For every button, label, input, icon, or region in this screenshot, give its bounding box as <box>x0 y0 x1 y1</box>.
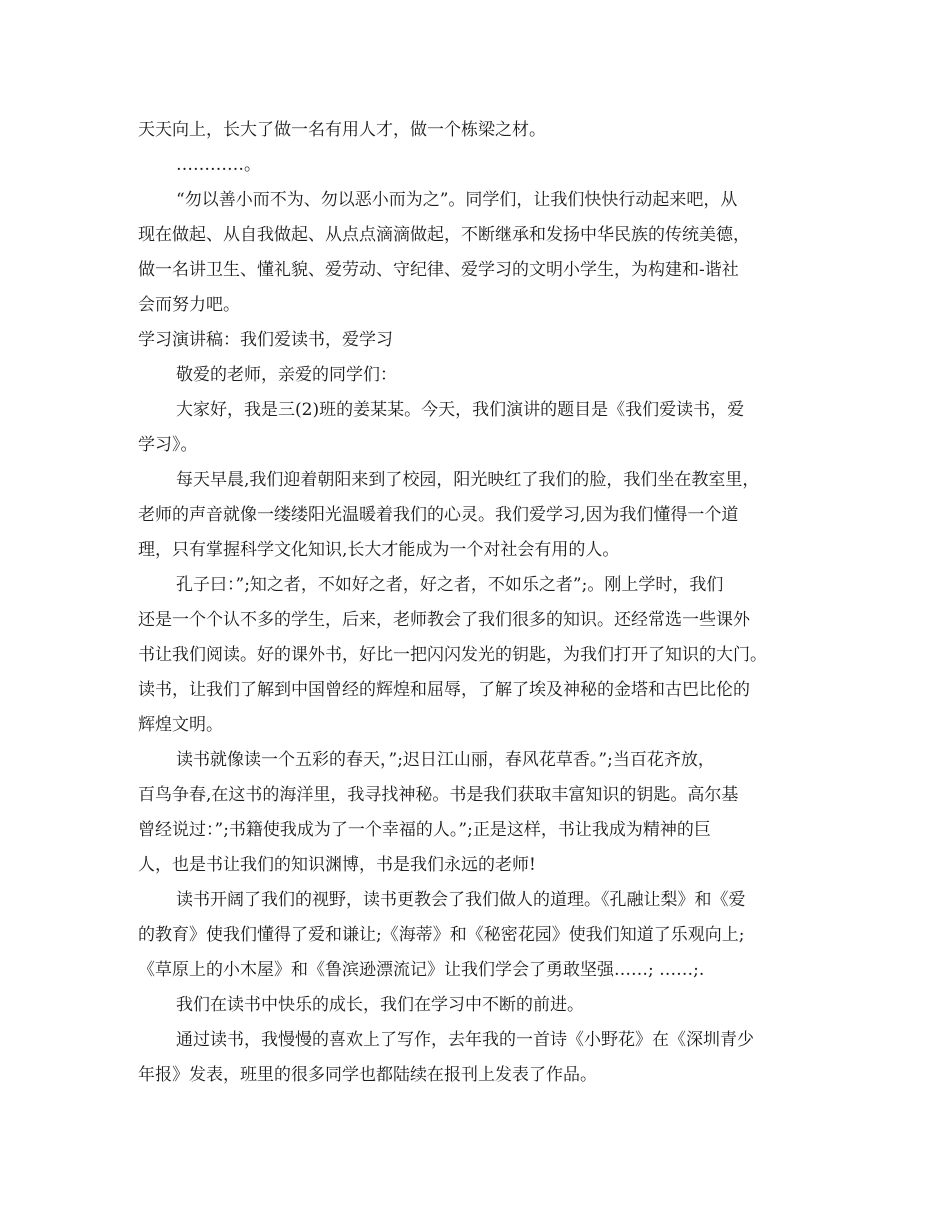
text-line: 孔子曰：”;知之者，不如好之者，好之者，不如乐之者”;。刚上学时，我们 <box>176 575 724 595</box>
text-line: 年报》发表，班里的很多同学也都陆续在报刊上发表了作品。 <box>138 1065 597 1085</box>
text-line: 我们在读书中快乐的成长，我们在学习中不断的前进。 <box>176 995 584 1015</box>
text-line: 敬爱的老师，亲爱的同学们： <box>176 365 397 385</box>
text-line: 辉煌文明。 <box>138 715 223 735</box>
text-line: 书让我们阅读。好的课外书，好比一把闪闪发光的钥匙，为我们打开了知识的大门。 <box>138 645 767 665</box>
text-line: 现在做起、从自我做起、从点点滴滴做起，不断继承和发扬中华民族的传统美德， <box>138 225 750 245</box>
section-heading: 学习演讲稿：我们爱读书，爱学习 <box>138 330 393 350</box>
text-line: 做一名讲卫生、懂礼貌、爱劳动、守纪律、爱学习的文明小学生，为构建和-谐社 <box>138 260 739 280</box>
text-line: 百鸟争春,在这书的海洋里，我寻找神秘。书是我们获取丰富知识的钥匙。高尔基 <box>138 785 739 805</box>
text-line: …………。 <box>176 155 261 175</box>
text-line: 读书，让我们了解到中国曾经的辉煌和屈辱，了解了埃及神秘的金塔和古巴比伦的 <box>138 680 750 700</box>
text-line: 会而努力吧。 <box>138 295 240 315</box>
text-line: 每天早晨,我们迎着朝阳来到了校园，阳光映红了我们的脸，我们坐在教室里， <box>176 470 760 490</box>
text-line: 曾经说过：”;书籍使我成为了一个幸福的人。”;正是这样，书让我成为精神的巨 <box>138 820 711 840</box>
text-line: 理，只有掌握科学文化知识,长大才能成为一个对社会有用的人。 <box>138 540 620 560</box>
text-line: “勿以善小而不为、勿以恶小而为之”。同学们，让我们快快行动起来吧，从 <box>176 190 738 210</box>
text-line: 读书就像读一个五彩的春天，”;迟日江山丽，春风花草香。”;当百花齐放， <box>176 750 715 770</box>
text-line: 老师的声音就像一缕缕阳光温暖着我们的心灵。我们爱学习,因为我们懂得一个道 <box>138 505 739 525</box>
text-line: 天天向上，长大了做一名有用人才，做一个栋梁之材。 <box>138 120 546 140</box>
text-line: 还是一个个认不多的学生，后来，老师教会了我们很多的知识。还经常选一些课外 <box>138 610 750 630</box>
text-line: 《草原上的小木屋》和《鲁滨逊漂流记》让我们学会了勇敢坚强……; ……;. <box>138 960 705 980</box>
text-line: 大家好，我是三(2)班的姜某某。今天，我们演讲的题目是《我们爱读书，爱 <box>176 400 745 420</box>
text-line: 通过读书，我慢慢的喜欢上了写作，去年我的一首诗《小野花》在《深圳青少 <box>176 1030 754 1050</box>
text-line: 的教育》使我们懂得了爱和谦让;《海蒂》和《秘密花园》使我们知道了乐观向上; <box>138 925 745 945</box>
text-line: 读书开阔了我们的视野，读书更教会了我们做人的道理。《孔融让梨》和《爱 <box>176 890 746 910</box>
text-line: 人，也是书让我们的知识渊博，书是我们永远的老师! <box>138 855 536 875</box>
text-line: 学习》。 <box>138 435 198 455</box>
